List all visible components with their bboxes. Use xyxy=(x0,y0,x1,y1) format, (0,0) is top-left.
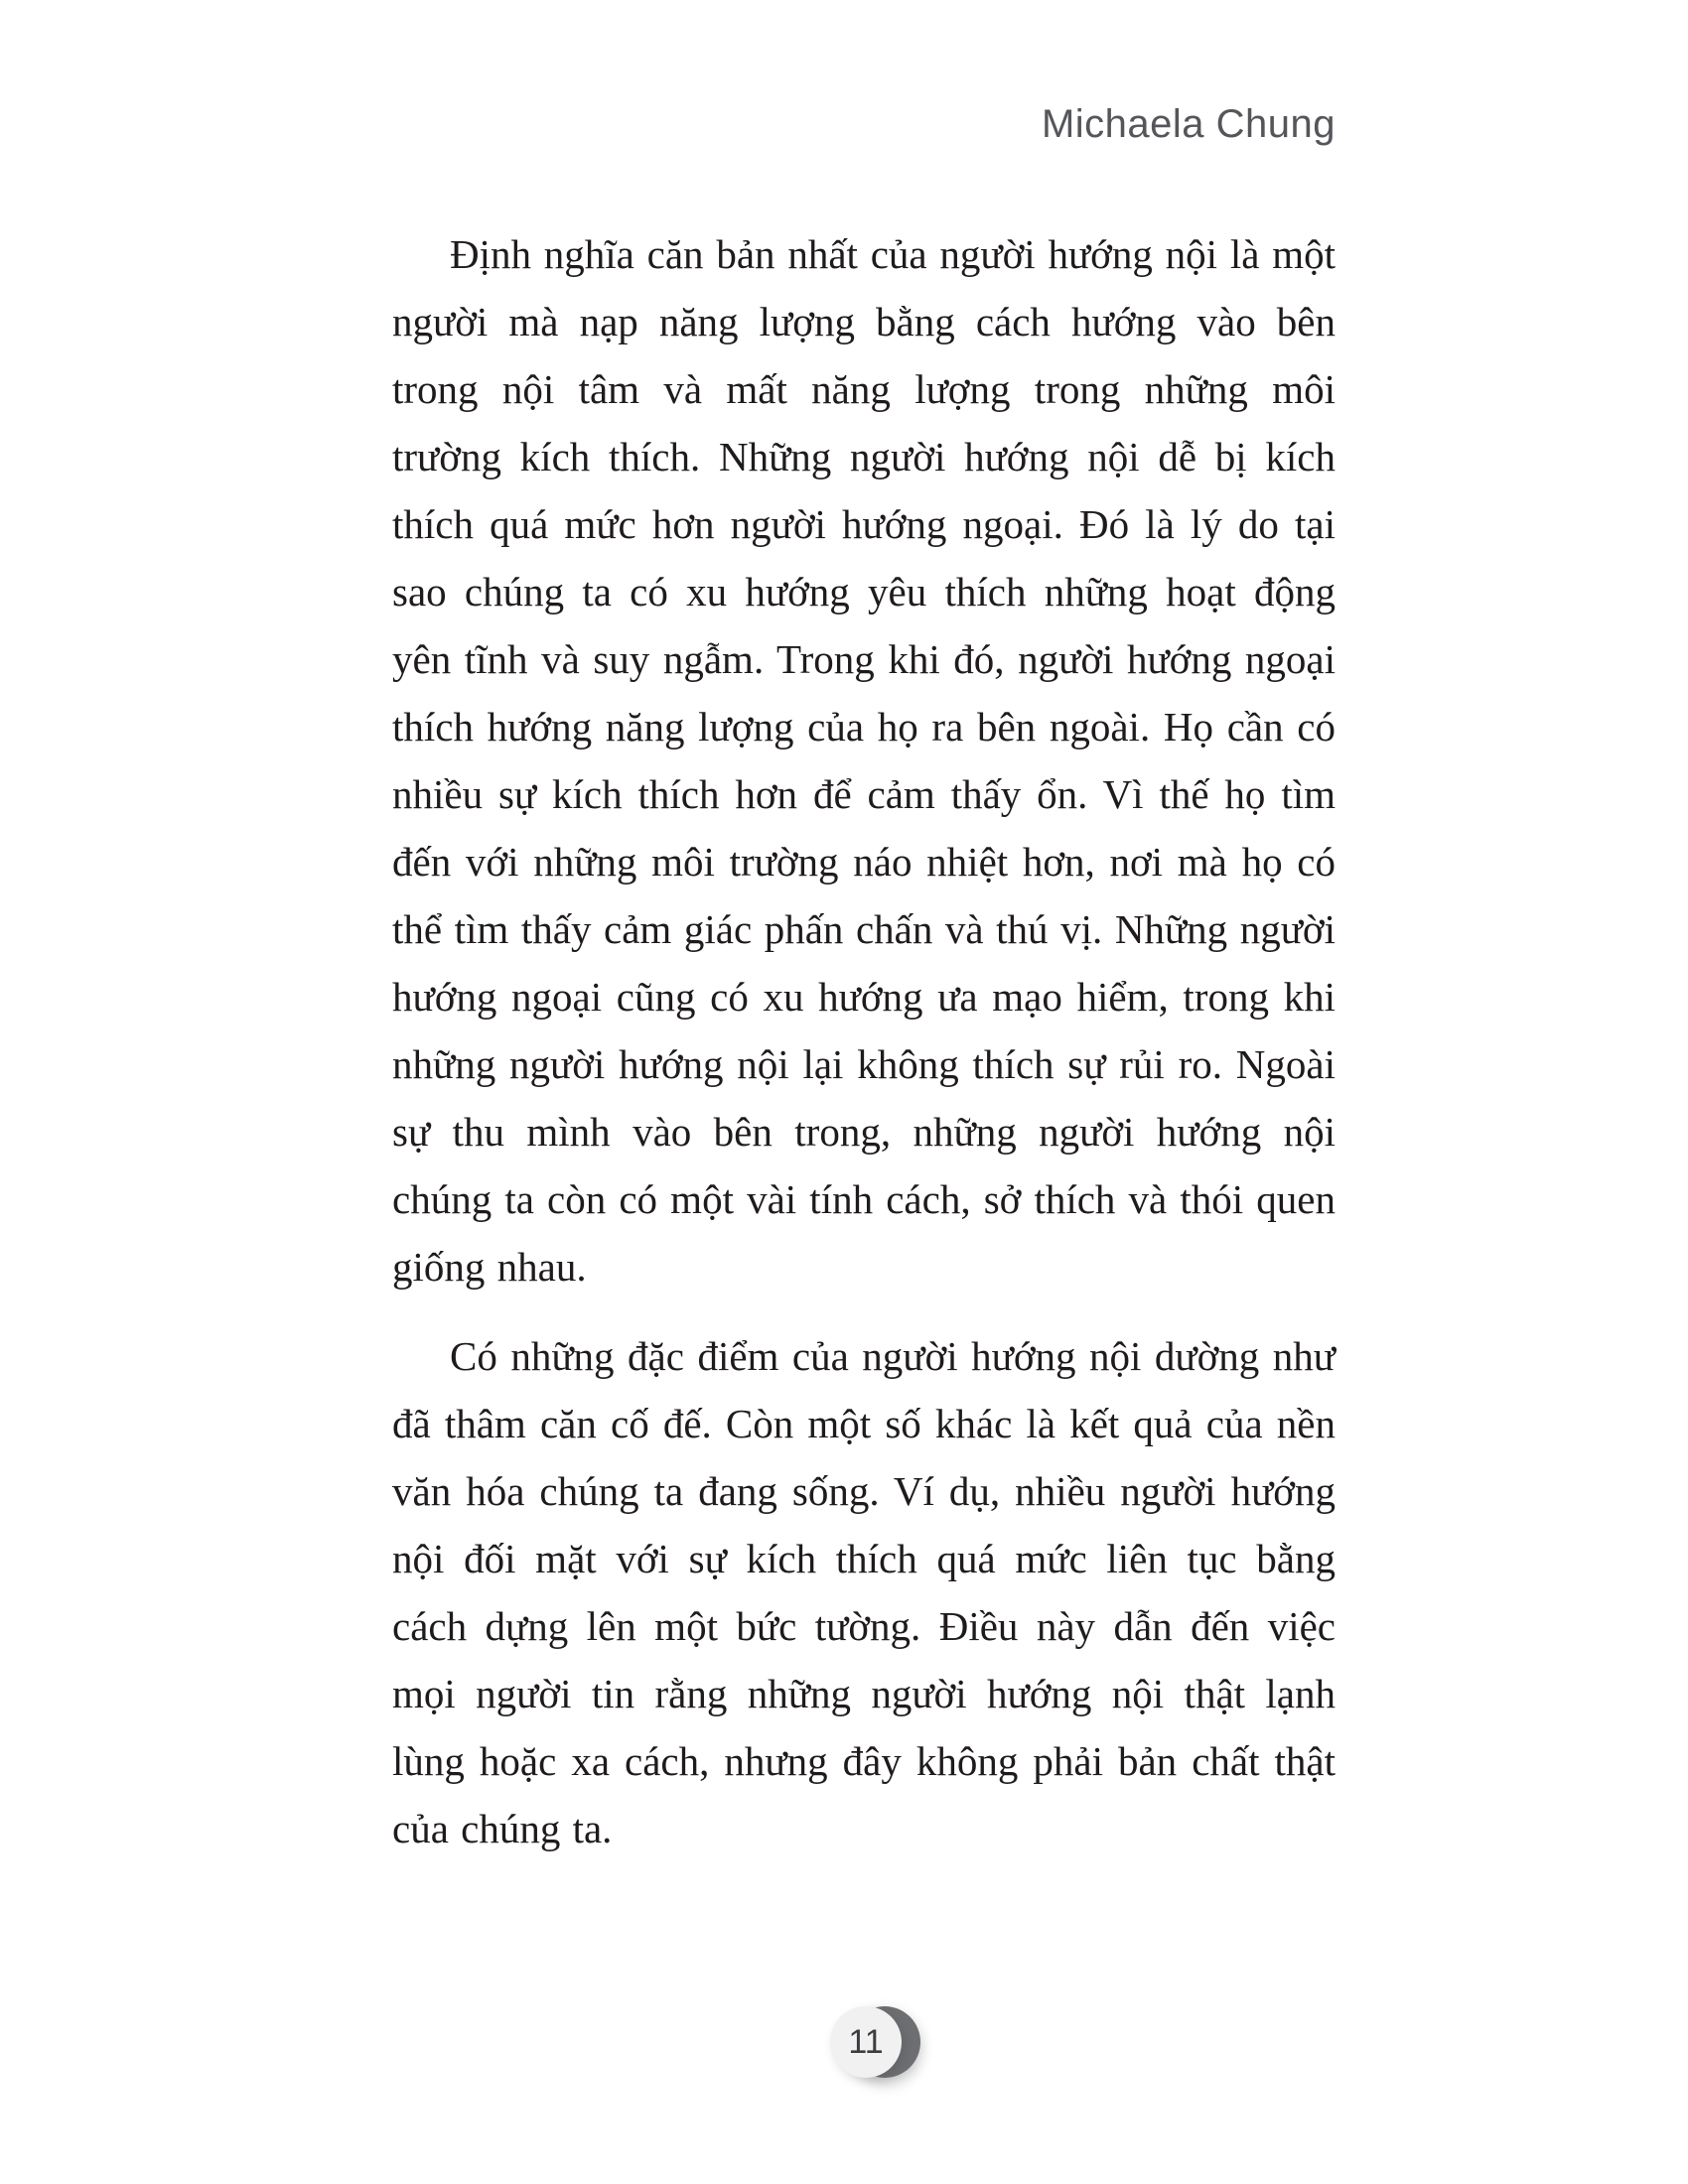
page-number: 11 xyxy=(848,2023,884,2061)
page-number-badge xyxy=(830,2006,921,2078)
paragraph-1: Định nghĩa căn bản nhất của người hướng nội là một người mà nạp năng lượng bằng cách hướng vào bên trong nội tâm và mất năng lượng trong những môi trường kích thích. Những người hướng nội dễ bị kích thích quá mức hơn người hướng ngoại. Đó là lý do tại sao chúng ta có xu hướng yêu thích những hoạt động yên tĩnh và suy ngẫm. Trong khi đó, người hướng ngoại thích hướng năng lượng của họ ra bên ngoài. Họ cần có nhiều sự kích thích hơn để cảm thấy ổn. Vì thế họ tìm đến với những môi trường náo nhiệt hơn, nơi mà họ có thể tìm thấy cảm giác phấn chấn và thú vị. Những người hướng ngoại cũng có xu hướng ưa mạo hiểm, trong khi những người hướng nội lại không thích sự rủi ro. Ngoài sự thu mình vào bên trong, những người hướng nội chúng ta còn có một vài tính cách, sở thích và thói quen giống nhau. xyxy=(392,231,1336,1290)
page-body-text xyxy=(392,220,1336,1884)
moon-disc-icon xyxy=(830,2006,902,2078)
running-head-author: Michaela Chung xyxy=(1041,102,1336,146)
paragraph-2: Có những đặc điểm của người hướng nội dường như đã thâm căn cố đế. Còn một số khác là kết quả của nền văn hóa chúng ta đang sống. Ví dụ, nhiều người hướng nội đối mặt với sự kích thích quá mức liên tục bằng cách dựng lên một bức tường. Điều này dẫn đến việc mọi người tin rằng những người hướng nội thật lạnh lùng hoặc xa cách, nhưng đây không phải bản chất thật của chúng ta. xyxy=(392,1333,1336,1851)
